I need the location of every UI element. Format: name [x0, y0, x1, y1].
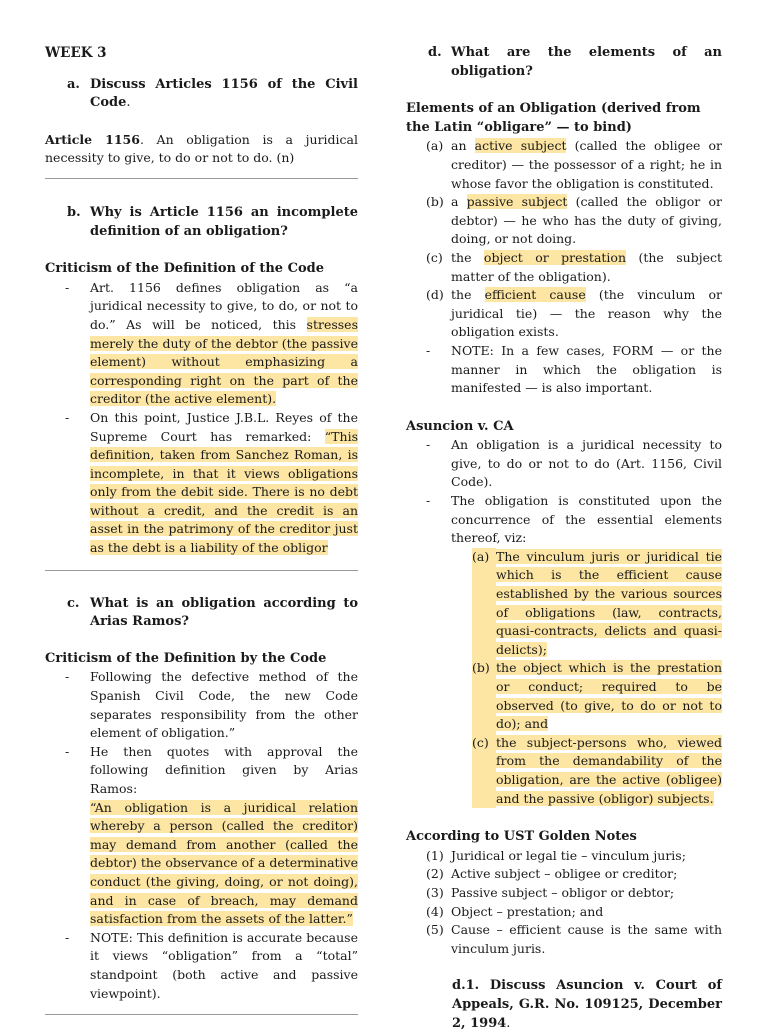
item-text: (the vinculum or juridical tie) — the reason why the obligation exists. — [451, 287, 722, 340]
question-d — [406, 44, 722, 81]
element-efficient-cause — [451, 286, 722, 342]
dash-marker: - — [426, 493, 431, 509]
highlighted-text: “This definition, taken from Sanchez Roman, is incomplete, in that it views obligations only from the debit side. There is no debt without a credit, and the credit is an asset in the patrimony of the creditor just as the debt is a liability of the obligor — [90, 428, 358, 556]
list-item — [45, 743, 358, 929]
criticism-definition-list — [45, 668, 358, 1003]
list-item — [406, 137, 722, 193]
ust-item-3: Passive subject – obligor or debtor; — [451, 884, 675, 900]
dash-marker: - — [426, 342, 431, 358]
list-item — [45, 929, 358, 1003]
element-active-subject — [451, 137, 722, 193]
criticism-code-item-2 — [90, 409, 358, 558]
dash-marker: - — [65, 743, 70, 759]
highlighted-text: the object which is the prestation or conduct; required to be observed (to give, to do or not to do); and — [496, 660, 722, 732]
dash-marker: - — [426, 437, 431, 453]
list-item — [406, 342, 722, 398]
asuncion-element-c — [496, 734, 722, 808]
question-d-label: d. — [428, 45, 442, 60]
ust-item-5: Cause – efficient cause is the same with vinculum juris. — [451, 922, 722, 956]
item-text: (called the obligor or debtor) — he who has the duty of giving, doing, or not doing. — [451, 194, 722, 247]
highlighted-text: active subject — [474, 138, 567, 154]
ust-item-1: Juridical or legal tie – vinculum juris; — [451, 847, 686, 863]
question-c-label: c. — [67, 595, 80, 611]
question-c — [45, 595, 358, 632]
elements-note: NOTE: In a few cases, FORM — or the manner in which the obligation is manifested — is also important. — [451, 342, 722, 396]
item-text: On this point, Justice J.B.L. Reyes of the Supreme Court has remarked: — [90, 409, 358, 444]
right-column — [406, 44, 722, 1033]
list-item — [406, 249, 722, 286]
question-a-body: Discuss Articles 1156 of the Civil Code — [90, 76, 358, 111]
criticism-definition-item-2 — [90, 743, 358, 929]
list-item — [406, 659, 722, 733]
question-c-text: What is an obligation according to Arias Ramos? — [90, 595, 358, 630]
dash-marker: - — [65, 279, 70, 295]
item-label: (2) — [426, 866, 444, 882]
dash-marker: - — [65, 409, 70, 425]
question-d1 — [406, 977, 722, 1033]
ust-item-4: Object – prestation; and — [451, 903, 604, 919]
item-label: (b) — [472, 659, 496, 733]
question-d1-period: . — [506, 1015, 511, 1031]
list-item — [406, 548, 722, 660]
item-label: (a) — [472, 548, 496, 660]
criticism-definition-heading: Criticism of the Definition by the Code — [45, 650, 327, 666]
asuncion-elements-list — [406, 548, 722, 808]
asuncion-item-2: The obligation is constituted upon the concurrence of the essential elements thereof, viz: — [451, 493, 722, 546]
dash-marker: - — [65, 929, 70, 945]
asuncion-list — [406, 436, 722, 548]
criticism-code-list — [45, 279, 358, 558]
item-text: an — [451, 138, 475, 154]
item-label: (b) — [426, 194, 444, 210]
item-text: (the subject matter of the obligation). — [451, 249, 722, 284]
item-text: the — [451, 287, 485, 303]
highlighted-text: stresses merely the duty of the debtor (the passive element) without emphasizing a corresponding right on the part of the creditor (the active element). — [90, 316, 358, 407]
item-label: (3) — [426, 884, 444, 900]
list-item — [406, 492, 722, 548]
list-item — [45, 409, 358, 558]
question-a — [45, 76, 358, 113]
asuncion-item-1: An obligation is a juridical necessity to give, to do or not to do (Art. 1156, Civil Code). — [451, 437, 722, 490]
item-text: He then quotes with approval the following definition given by Arias Ramos: — [90, 743, 358, 796]
item-label: (a) — [426, 138, 444, 154]
item-label: (c) — [426, 249, 443, 265]
question-d1-text: d.1. Discuss Asuncion v. Court of Appeals, G.R. No. 109125, December 2, 1994 — [452, 978, 722, 1031]
item-label: (c) — [472, 734, 496, 808]
question-a-period: . — [126, 95, 131, 111]
question-a-text — [90, 76, 358, 113]
list-item — [406, 436, 722, 492]
item-text: Art. 1156 defines obligation as “a juridical necessity to give, to do, or not to do.” As will be noticed, this — [90, 279, 358, 332]
divider-2 — [45, 570, 358, 571]
highlighted-text: efficient cause — [484, 287, 586, 303]
list-item — [406, 286, 722, 342]
question-b-text: Why is Article 1156 an incomplete definition of an obligation? — [90, 204, 358, 239]
criticism-code-item-1 — [90, 279, 358, 409]
element-object — [451, 249, 722, 286]
list-item — [406, 734, 722, 808]
list-item — [45, 668, 358, 742]
element-passive-subject — [451, 193, 722, 249]
question-b — [45, 204, 358, 241]
item-text: a — [451, 194, 467, 210]
item-text: (called the obligee or creditor) — the possessor of a right; he in whose favor the obligation is constituted. — [451, 138, 722, 191]
list-item — [406, 847, 722, 866]
criticism-definition-item-1: Following the defective method of the Spanish Civil Code, the new Code separates responsibility from the other element of obligation.” — [90, 669, 358, 741]
article-1156-label: Article 1156 — [45, 131, 140, 147]
item-text: the — [451, 249, 484, 265]
highlighted-quote: “An obligation is a juridical relation whereby a person (called the creditor) may demand from another (called the debtor) the observance of a determinative conduct (the giving, doing, or not doing), and in case of breach, may demand satisfaction from the assets of the latter.” — [90, 799, 358, 927]
item-label: (d) — [426, 287, 444, 303]
item-label: (4) — [426, 903, 444, 919]
asuncion-element-b — [496, 659, 722, 733]
list-item — [406, 921, 722, 958]
elements-heading: Elements of an Obligation (derived from the Latin “obligare” — to bind) — [406, 101, 701, 135]
ust-list — [406, 847, 722, 959]
highlighted-text: The vinculum juris or juridical tie which is the efficient cause established by the various sources of obligations (law, contracts, quasi-contracts, delicts and quasi-delicts); — [496, 548, 722, 657]
list-item — [406, 903, 722, 922]
question-b-label: b. — [67, 204, 81, 220]
article-1156-paragraph — [45, 131, 358, 168]
left-column — [45, 44, 358, 1015]
asuncion-element-a — [496, 548, 722, 660]
criticism-code-heading: Criticism of the Definition of the Code — [45, 261, 324, 277]
question-d-text: What are the elements of an obligation? — [451, 45, 722, 79]
list-item — [406, 884, 722, 903]
article-1156-text: . An obligation is a juridical necessity to give, to do or not to do. (n) — [45, 131, 358, 166]
divider-3 — [45, 1014, 358, 1015]
dash-marker: - — [65, 669, 70, 685]
item-label: (1) — [426, 847, 444, 863]
list-item — [406, 865, 722, 884]
divider-1 — [45, 178, 358, 179]
list-item — [406, 193, 722, 249]
elements-list — [406, 137, 722, 342]
highlighted-text: the subject-persons who, viewed from the demandability of the obligation, are the active (obligee) and the passive (obligor) subjects. — [496, 734, 722, 806]
highlighted-text: passive subject — [466, 194, 568, 210]
week-title: WEEK 3 — [45, 45, 107, 61]
ust-item-2: Active subject – obligee or creditor; — [451, 866, 678, 882]
asuncion-heading: Asuncion v. CA — [406, 418, 514, 434]
highlighted-text: object or prestation — [483, 249, 626, 265]
elements-note-list — [406, 342, 722, 398]
criticism-definition-item-3: NOTE: This definition is accurate because it views “obligation” from a “total” standpoint (both active and passive viewpoint). — [90, 929, 358, 1001]
ust-heading: According to UST Golden Notes — [406, 829, 637, 845]
list-item — [45, 279, 358, 409]
item-label: (5) — [426, 922, 444, 938]
question-a-label: a. — [67, 76, 80, 92]
